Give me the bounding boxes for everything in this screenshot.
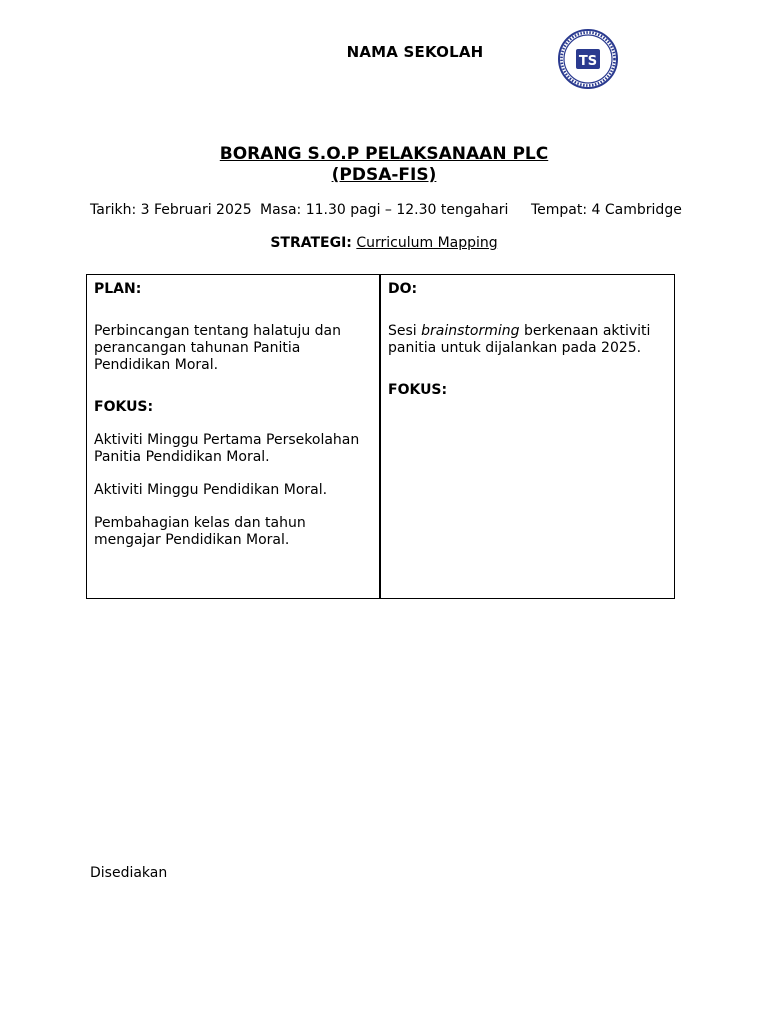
- school-name: NAMA SEKOLAH: [346, 43, 484, 61]
- pdsa-table: [86, 274, 675, 599]
- plan-focus-item: Aktiviti Minggu Pendidikan Moral.: [94, 482, 328, 498]
- form-title: [0, 144, 768, 186]
- strategy-line: [0, 235, 768, 251]
- do-cell: [381, 275, 674, 598]
- do-body-italic: brainstorming: [421, 323, 520, 339]
- plan-heading: PLAN:: [94, 281, 142, 297]
- svg-text:TS: TS: [578, 54, 598, 69]
- meeting-time: Masa: 11.30 pagi – 12.30 tengahari: [260, 202, 509, 218]
- plan-focus-item: Aktiviti Minggu Pertama Persekolahan Panitia Pendidikan Moral.: [94, 432, 360, 465]
- school-logo: [557, 28, 619, 90]
- do-body: [388, 323, 667, 357]
- prepared-by-label: Disediakan: [90, 865, 168, 881]
- meeting-place: Tempat: 4 Cambridge: [531, 202, 682, 218]
- do-body-suffix: berkenaan aktiviti panitia untuk dijalankan pada 2025.: [388, 323, 651, 356]
- do-focus-heading: FOKUS:: [388, 382, 448, 398]
- meeting-date: Tarikh: 3 Februari 2025: [90, 202, 252, 218]
- strategy-value: Curriculum Mapping: [356, 235, 498, 251]
- plan-focus-item: Pembahagian kelas dan tahun mengajar Pendidikan Moral.: [94, 515, 306, 548]
- form-title-line2: (PDSA-FIS): [331, 165, 437, 185]
- plan-body: Perbincangan tentang halatuju dan perancangan tahunan Panitia Pendidikan Moral.: [94, 323, 341, 373]
- do-body-prefix: Sesi: [388, 323, 422, 339]
- plan-focus-heading: FOKUS:: [94, 399, 154, 415]
- plan-cell: [87, 275, 381, 598]
- do-heading: DO:: [388, 281, 418, 297]
- strategy-label: STRATEGI:: [270, 235, 352, 251]
- form-title-line1: BORANG S.O.P PELAKSANAAN PLC: [219, 144, 549, 164]
